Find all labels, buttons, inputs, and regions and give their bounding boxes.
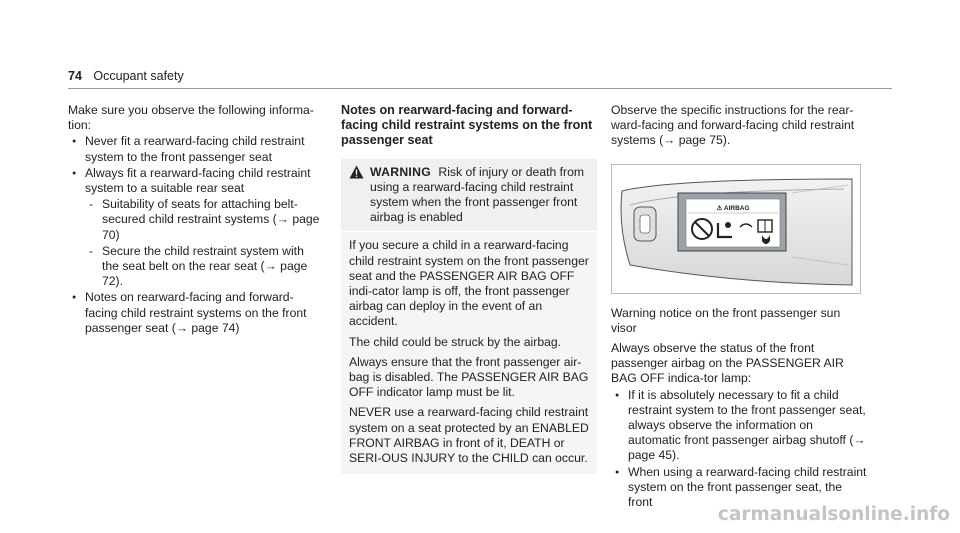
warning-body xyxy=(341,231,597,474)
section-heading: Notes on rearward-facing and forward-facing child restraint systems on the front passenger seat xyxy=(341,103,593,148)
sun-visor-figure xyxy=(611,164,861,294)
section-title: Occupant safety xyxy=(93,69,184,83)
column-left xyxy=(68,103,324,336)
page-header xyxy=(68,68,892,84)
intro-text: Make sure you observe the following informa-tion: xyxy=(68,103,314,133)
list-item-text: Always fit a rearward-facing child restraint system to a suitable rear seat xyxy=(85,165,311,196)
header-rule xyxy=(68,88,892,89)
list-item: ● Notes on rearward-facing and forward-facing child restraint systems on the front passenger seat (→ page 74) xyxy=(68,290,324,336)
column-right xyxy=(611,103,869,510)
list-item: ● Never fit a rearward-facing child restraint system to the front passenger seat xyxy=(68,134,324,164)
warning-title: WARNING xyxy=(370,164,432,179)
warning-triangle-icon xyxy=(349,165,364,179)
body-paragraph: Always observe the status of the front passenger airbag on the PASSENGER AIR BAG OFF indica-tor lamp: xyxy=(611,341,844,386)
warning-paragraph: If you secure a child in a rearward-facing child restraint system on the front passenger seat and the PASSENGER AIR BAG OFF indi-cator lamp is off, the front passenger airbag can deploy in the event of an accident. xyxy=(349,238,589,329)
warning-paragraph: NEVER use a rearward-facing child restraint system on a seat protected by an ENABLED FRONT AIRBAG in front of it, DEATH or SERI-OUS INJURY to the CHILD can occur. xyxy=(349,405,589,466)
bullet-list xyxy=(68,134,324,336)
sub-list-item: - Secure the child restraint system with the seat belt on the rear seat (→ page 72). xyxy=(85,244,324,290)
list-item: ● If it is absolutely necessary to fit a child restraint system to the front passenger seat, always observe the information on automatic front passenger airbag shutoff (→ page 45). xyxy=(611,388,869,464)
warning-paragraph: The child could be struck by the airbag. xyxy=(349,334,562,349)
warning-header xyxy=(341,159,597,232)
sun-visor-illustration xyxy=(612,165,860,293)
list-item: ● When using a rearward-facing child restraint system on the front passenger seat, the front xyxy=(611,465,869,511)
warning-paragraph: Always ensure that the front passenger air-bag is disabled. The PASSENGER AIR BAG OFF indicator lamp must be lit. xyxy=(349,354,589,400)
bullet-list xyxy=(611,388,869,511)
airbag-label: ⚠ AIRBAG xyxy=(716,204,750,212)
sub-list-item: - Suitability of seats for attaching belt-secured child restraint systems (→ page 70) xyxy=(85,197,324,243)
sub-list xyxy=(85,197,324,289)
list-item xyxy=(68,166,324,290)
watermark: carmanualsonline.info xyxy=(717,504,950,525)
column-middle xyxy=(341,103,597,474)
warning-summary: Risk of injury or death from using a rearward-facing child restraint system when the front passenger front airbag is enabled xyxy=(370,164,585,225)
warning-box xyxy=(341,159,597,475)
page-number: 74 xyxy=(68,69,82,83)
intro-text: Observe the specific instructions for the rear-ward-facing and forward-facing child restraint systems (→ page 75). xyxy=(611,103,855,148)
figure-caption: Warning notice on the front passenger sun visor xyxy=(611,305,841,335)
